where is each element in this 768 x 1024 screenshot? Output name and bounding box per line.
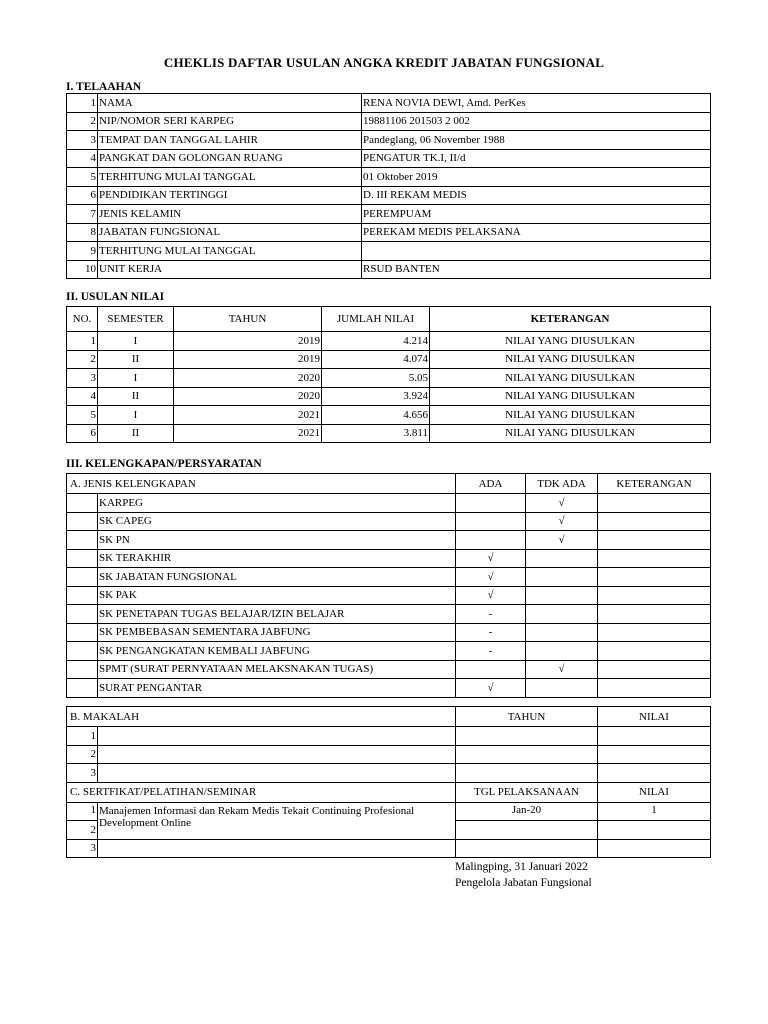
table-row: [67, 642, 711, 661]
row-number: 3: [67, 839, 98, 858]
ada-cell: [456, 494, 526, 513]
table-row: [67, 94, 711, 113]
ada-cell: [456, 512, 526, 531]
row-index-cell: [67, 512, 98, 531]
tdk-ada-cell: [526, 568, 598, 587]
makalah-judul: [98, 745, 456, 764]
makalah-header: B. MAKALAH: [67, 707, 456, 727]
row-number: 2: [67, 745, 98, 764]
keterangan-cell: [598, 549, 711, 568]
field-label: NIP/NOMOR SERI KARPEG: [98, 112, 362, 131]
kelengkapan-item: SK PENGANGKATAN KEMBALI JABFUNG: [98, 642, 456, 661]
kelengkapan-header-tdk-ada: TDK ADA: [526, 474, 598, 494]
sertifikat-judul: [98, 839, 456, 858]
ada-cell: √: [456, 586, 526, 605]
sertifikat-header-nilai: NILAI: [598, 782, 711, 802]
section-telaahan-heading: I. TELAAHAN: [66, 81, 142, 93]
field-label: NAMA: [98, 94, 362, 113]
kelengkapan-item: SURAT PENGANTAR: [98, 679, 456, 698]
field-value: RSUD BANTEN: [362, 260, 711, 279]
table-row: [67, 586, 711, 605]
makalah-judul: [98, 727, 456, 746]
signature-role: Pengelola Jabatan Fungsional: [455, 877, 592, 889]
row-number: 2: [67, 821, 98, 840]
keterangan-cell: NILAI YANG DIUSULKAN: [430, 387, 711, 406]
kelengkapan-item: KARPEG: [98, 494, 456, 513]
row-number: 2: [67, 350, 98, 369]
row-index-cell: [67, 494, 98, 513]
table-row: [67, 549, 711, 568]
field-value: PENGATUR TK.I, II/d: [362, 149, 711, 168]
tahun-cell: 2020: [174, 369, 322, 388]
row-number: 6: [67, 186, 98, 205]
makalah-nilai: [598, 727, 711, 746]
row-number: 4: [67, 387, 98, 406]
jumlah-nilai-cell: 4.656: [322, 406, 430, 425]
sertifikat-nilai: [598, 821, 711, 840]
row-index-cell: [67, 531, 98, 550]
ada-cell: √: [456, 568, 526, 587]
keterangan-cell: NILAI YANG DIUSULKAN: [430, 406, 711, 425]
telaahan-table: [66, 93, 711, 279]
row-number: 3: [67, 764, 98, 783]
tdk-ada-cell: [526, 642, 598, 661]
ada-cell: √: [456, 549, 526, 568]
semester-cell: I: [98, 369, 174, 388]
table-row: [67, 531, 711, 550]
makalah-tahun: [456, 727, 598, 746]
field-label: TERHITUNG MULAI TANGGAL: [98, 242, 362, 261]
table-row: [67, 168, 711, 187]
row-index-cell: [67, 623, 98, 642]
makalah-tahun: [456, 745, 598, 764]
row-number: 2: [67, 112, 98, 131]
row-index-cell: [67, 586, 98, 605]
row-number: 7: [67, 205, 98, 224]
kelengkapan-header-ada: ADA: [456, 474, 526, 494]
row-number: 8: [67, 223, 98, 242]
kelengkapan-item: SK JABATAN FUNGSIONAL: [98, 568, 456, 587]
table-row: [67, 149, 711, 168]
sertifikat-tgl: [456, 839, 598, 858]
table-row: [67, 242, 711, 261]
row-number: 5: [67, 168, 98, 187]
row-number: 9: [67, 242, 98, 261]
tdk-ada-cell: √: [526, 531, 598, 550]
usulan-header-no: NO.: [67, 307, 98, 332]
row-number: 6: [67, 424, 98, 443]
row-number: 4: [67, 149, 98, 168]
table-row: [67, 424, 711, 443]
keterangan-cell: NILAI YANG DIUSULKAN: [430, 424, 711, 443]
table-row: [67, 387, 711, 406]
signature-place-date: Malingping, 31 Januari 2022: [455, 861, 588, 873]
semester-cell: II: [98, 387, 174, 406]
ada-cell: -: [456, 605, 526, 624]
document-title: CHEKLIS DAFTAR USULAN ANGKA KREDIT JABATAN FUNGSIONAL: [163, 55, 605, 70]
keterangan-cell: [598, 623, 711, 642]
row-number: 1: [67, 727, 98, 746]
field-value: 01 Oktober 2019: [362, 168, 711, 187]
section-usulan-heading: II. USULAN NILAI: [66, 291, 165, 303]
tdk-ada-cell: [526, 549, 598, 568]
row-index-cell: [67, 568, 98, 587]
table-row: [67, 745, 711, 764]
makalah-nilai: [598, 764, 711, 783]
usulan-header-tahun: TAHUN: [174, 307, 322, 332]
field-value: 19881106 201503 2 002: [362, 112, 711, 131]
row-index-cell: [67, 605, 98, 624]
table-row: [67, 512, 711, 531]
sertifikat-judul: Manajemen Informasi dan Rekam Medis Tekait Continuing Profesional Development Online: [98, 802, 456, 839]
semester-cell: II: [98, 424, 174, 443]
keterangan-cell: [598, 512, 711, 531]
jumlah-nilai-cell: 3.811: [322, 424, 430, 443]
field-value: D. III REKAM MEDIS: [362, 186, 711, 205]
semester-cell: I: [98, 332, 174, 351]
table-row: [67, 223, 711, 242]
sertifikat-header: C. SERTFIKAT/PELATIHAN/SEMINAR: [67, 782, 456, 802]
sertifikat-header-row: [67, 782, 711, 802]
table-row: [67, 350, 711, 369]
table-row: [67, 369, 711, 388]
tdk-ada-cell: [526, 679, 598, 698]
keterangan-cell: [598, 586, 711, 605]
semester-cell: II: [98, 350, 174, 369]
keterangan-cell: [598, 605, 711, 624]
jumlah-nilai-cell: 5.05: [322, 369, 430, 388]
field-label: JENIS KELAMIN: [98, 205, 362, 224]
keterangan-cell: [598, 642, 711, 661]
field-label: PANGKAT DAN GOLONGAN RUANG: [98, 149, 362, 168]
table-row: [67, 568, 711, 587]
tahun-cell: 2019: [174, 332, 322, 351]
table-row: [67, 332, 711, 351]
row-index-cell: [67, 549, 98, 568]
usulan-header-semester: SEMESTER: [98, 307, 174, 332]
ada-cell: [456, 660, 526, 679]
table-row: [67, 406, 711, 425]
tahun-cell: 2019: [174, 350, 322, 369]
table-row: [67, 802, 711, 821]
tdk-ada-cell: √: [526, 494, 598, 513]
field-label: TERHITUNG MULAI TANGGAL: [98, 168, 362, 187]
kelengkapan-item: SK PENETAPAN TUGAS BELAJAR/IZIN BELAJAR: [98, 605, 456, 624]
row-number: 1: [67, 802, 98, 821]
row-index-cell: [67, 642, 98, 661]
kelengkapan-item: SK PN: [98, 531, 456, 550]
table-row: [67, 605, 711, 624]
table-row: [67, 186, 711, 205]
row-index-cell: [67, 660, 98, 679]
keterangan-cell: [598, 494, 711, 513]
jumlah-nilai-cell: 4.074: [322, 350, 430, 369]
field-value: [362, 242, 711, 261]
kelengkapan-item: SPMT (SURAT PERNYATAAN MELAKSNAKAN TUGAS): [98, 660, 456, 679]
tdk-ada-cell: [526, 605, 598, 624]
section-kelengkapan-heading: III. KELENGKAPAN/PERSYARATAN: [66, 458, 262, 470]
kelengkapan-item: SK TERAKHIR: [98, 549, 456, 568]
keterangan-cell: [598, 568, 711, 587]
makalah-header-nilai: NILAI: [598, 707, 711, 727]
row-number: 10: [67, 260, 98, 279]
keterangan-cell: NILAI YANG DIUSULKAN: [430, 332, 711, 351]
field-value: PEREKAM MEDIS PELAKSANA: [362, 223, 711, 242]
field-label: PENDIDIKAN TERTINGGI: [98, 186, 362, 205]
tdk-ada-cell: [526, 586, 598, 605]
table-row: [67, 494, 711, 513]
keterangan-cell: [598, 679, 711, 698]
field-label: UNIT KERJA: [98, 260, 362, 279]
field-value: RENA NOVIA DEWI, Amd. PerKes: [362, 94, 711, 113]
makalah-sertifikat-table: [66, 706, 711, 858]
kelengkapan-table: [66, 473, 711, 698]
sertifikat-tgl: [456, 821, 598, 840]
kelengkapan-header-jenis: A. JENIS KELENGKAPAN: [67, 474, 456, 494]
table-row: [67, 205, 711, 224]
row-number: 1: [67, 94, 98, 113]
table-row: [67, 660, 711, 679]
keterangan-cell: [598, 531, 711, 550]
table-row: [67, 623, 711, 642]
table-row: [67, 727, 711, 746]
tdk-ada-cell: √: [526, 512, 598, 531]
keterangan-cell: [598, 660, 711, 679]
row-number: 3: [67, 131, 98, 150]
makalah-tahun: [456, 764, 598, 783]
tahun-cell: 2020: [174, 387, 322, 406]
tahun-cell: 2021: [174, 406, 322, 425]
usulan-header-jumlah-nilai: JUMLAH NILAI: [322, 307, 430, 332]
makalah-nilai: [598, 745, 711, 764]
ada-cell: √: [456, 679, 526, 698]
kelengkapan-item: SK CAPEG: [98, 512, 456, 531]
semester-cell: I: [98, 406, 174, 425]
sertifikat-tgl: Jan-20: [456, 802, 598, 821]
field-value: PEREMPUAM: [362, 205, 711, 224]
sertifikat-nilai: 1: [598, 802, 711, 821]
jumlah-nilai-cell: 3.924: [322, 387, 430, 406]
kelengkapan-header-keterangan: KETERANGAN: [598, 474, 711, 494]
usulan-header-keterangan: KETERANGAN: [430, 307, 711, 332]
makalah-judul: [98, 764, 456, 783]
usulan-table: [66, 306, 711, 443]
row-index-cell: [67, 679, 98, 698]
kelengkapan-item: SK PAK: [98, 586, 456, 605]
tdk-ada-cell: √: [526, 660, 598, 679]
table-row: [67, 679, 711, 698]
kelengkapan-item: SK PEMBEBASAN SEMENTARA JABFUNG: [98, 623, 456, 642]
row-number: 5: [67, 406, 98, 425]
ada-cell: -: [456, 642, 526, 661]
field-value: Pandeglang, 06 November 1988: [362, 131, 711, 150]
field-label: JABATAN FUNGSIONAL: [98, 223, 362, 242]
ada-cell: -: [456, 623, 526, 642]
row-number: 3: [67, 369, 98, 388]
makalah-header-tahun: TAHUN: [456, 707, 598, 727]
field-label: TEMPAT DAN TANGGAL LAHIR: [98, 131, 362, 150]
table-row: [67, 112, 711, 131]
keterangan-cell: NILAI YANG DIUSULKAN: [430, 350, 711, 369]
jumlah-nilai-cell: 4.214: [322, 332, 430, 351]
keterangan-cell: NILAI YANG DIUSULKAN: [430, 369, 711, 388]
row-number: 1: [67, 332, 98, 351]
sertifikat-header-tgl: TGL PELAKSANAAN: [456, 782, 598, 802]
table-row: [67, 764, 711, 783]
table-row: [67, 839, 711, 858]
table-row: [67, 131, 711, 150]
ada-cell: [456, 531, 526, 550]
sertifikat-nilai: [598, 839, 711, 858]
tdk-ada-cell: [526, 623, 598, 642]
table-row: [67, 260, 711, 279]
tahun-cell: 2021: [174, 424, 322, 443]
